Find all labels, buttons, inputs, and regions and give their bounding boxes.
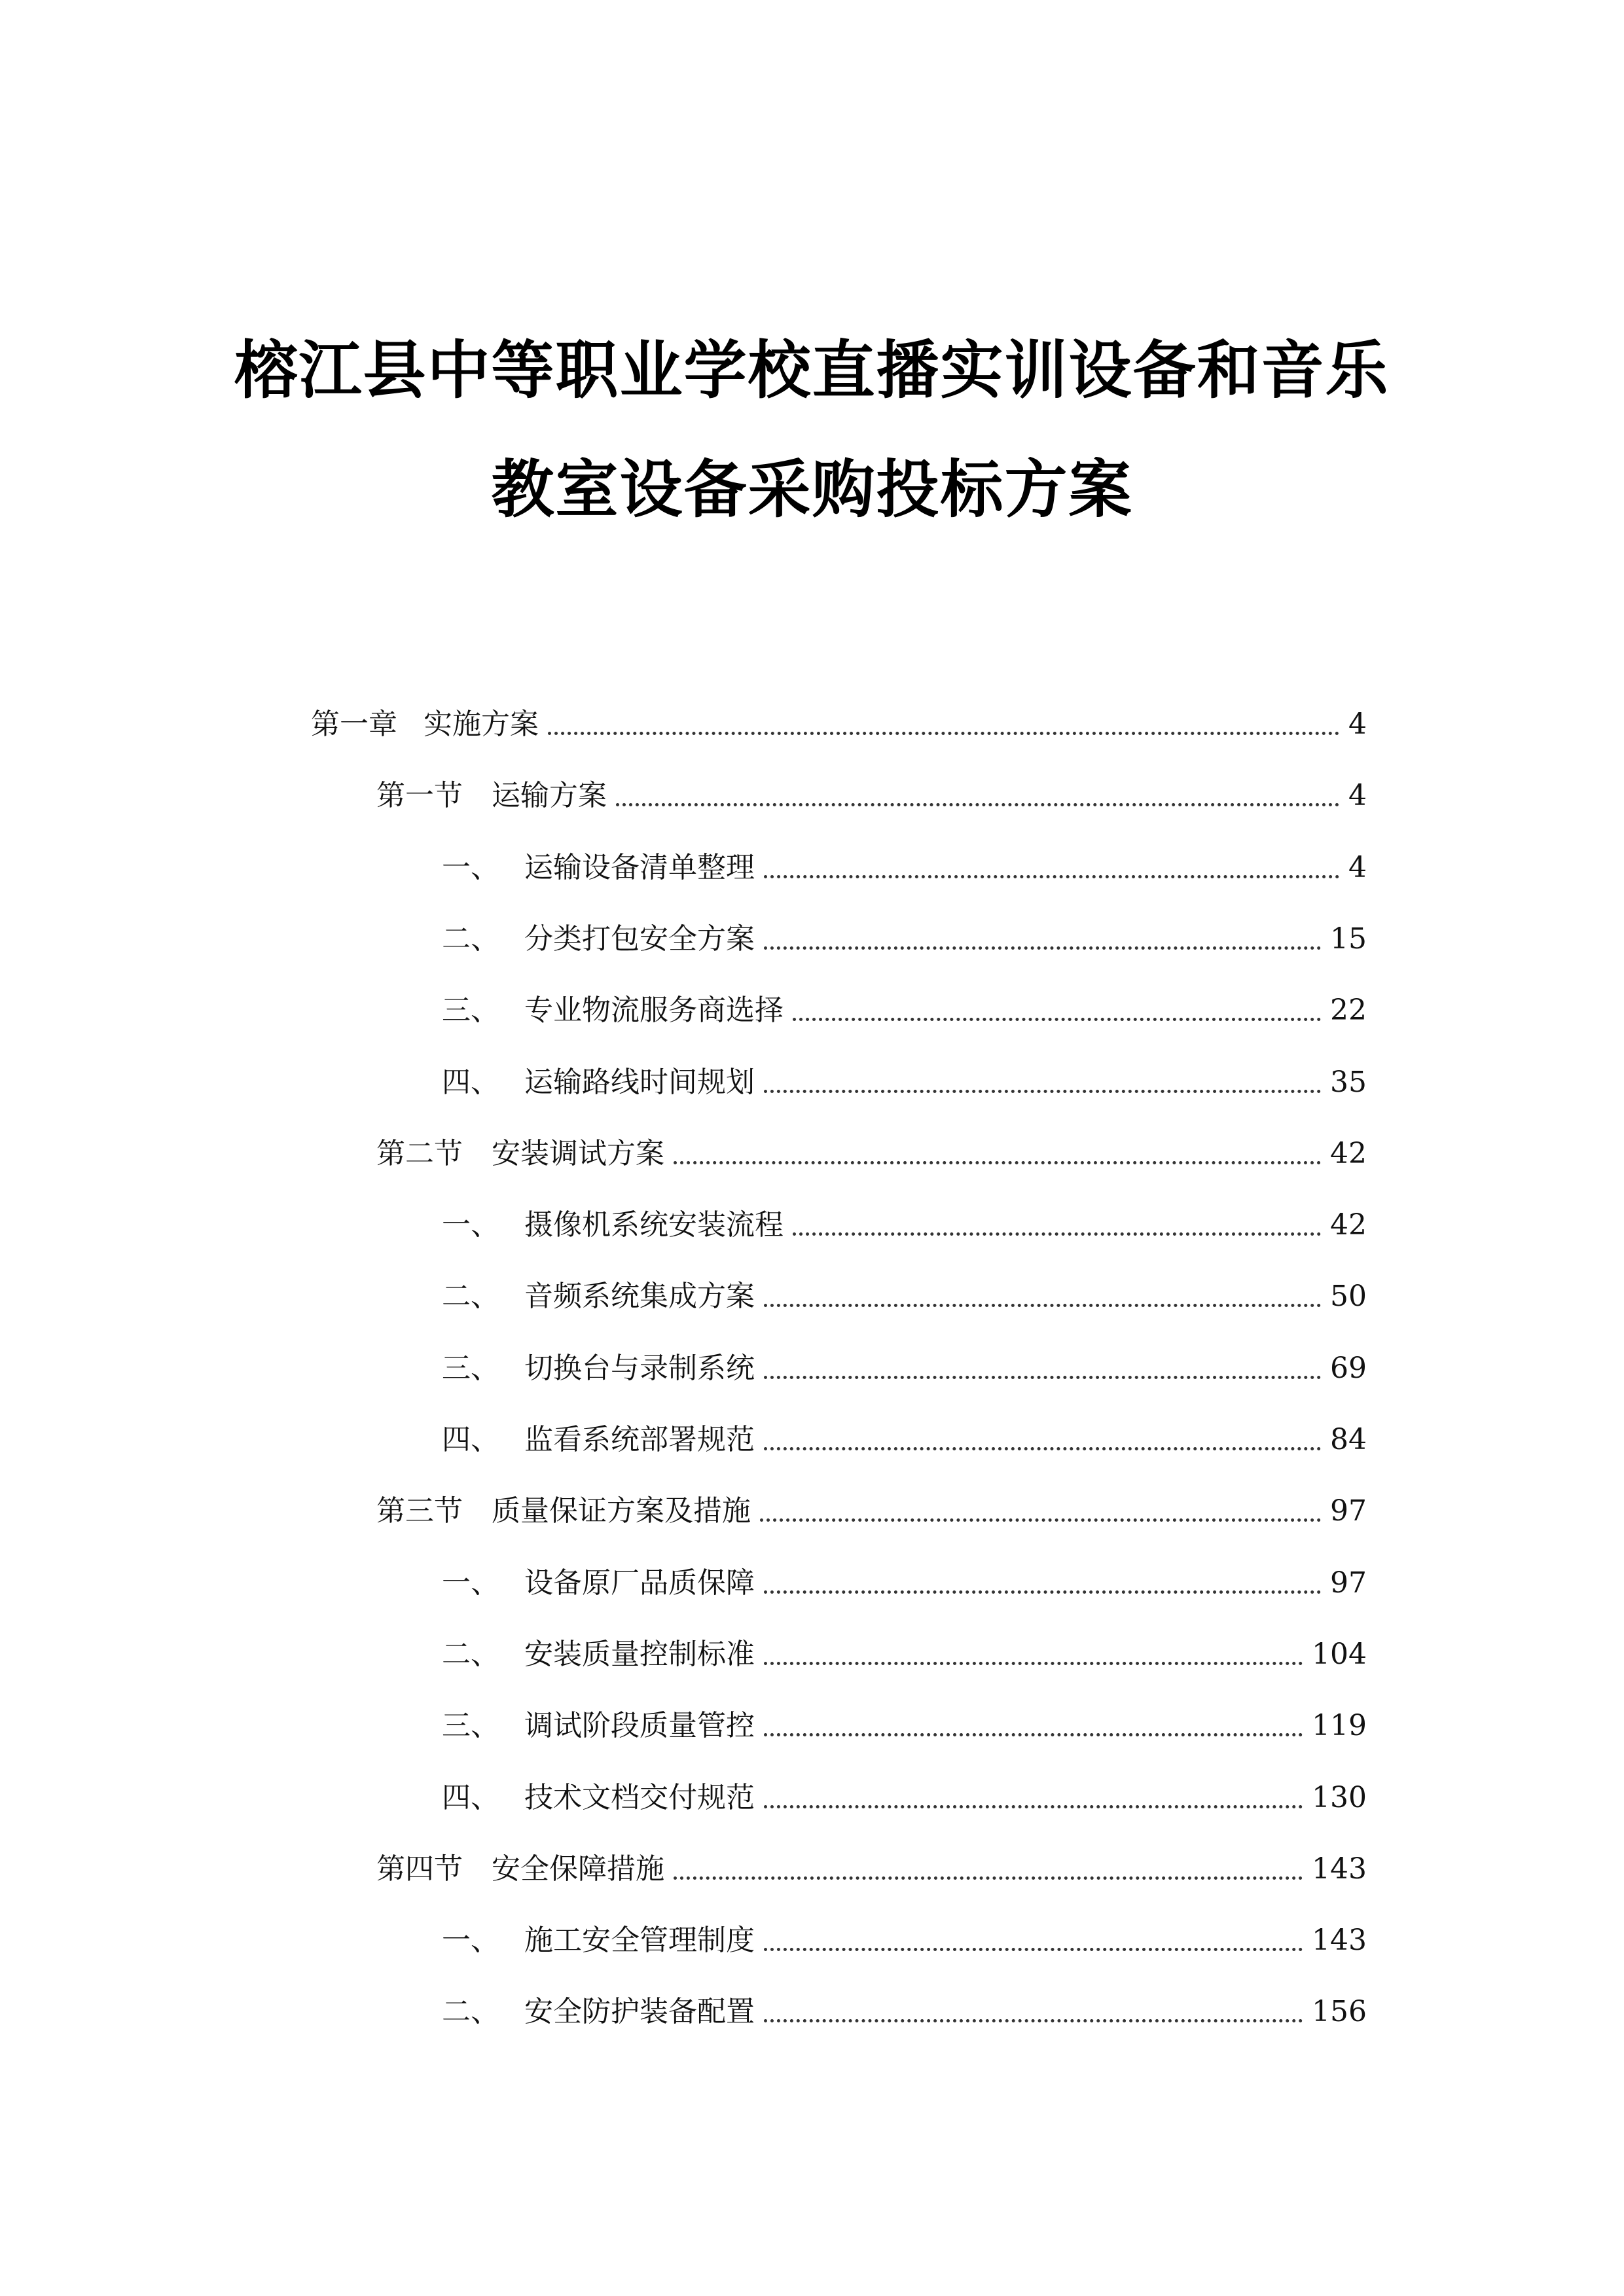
toc-entry-page-number: 119 <box>1312 1709 1367 1742</box>
toc-entry-label: 安全保障措施 <box>492 1852 664 1886</box>
toc-entry-number: 一、 <box>442 1566 499 1600</box>
toc-entry-page-number: 22 <box>1330 994 1367 1027</box>
toc-entry-page-number: 130 <box>1312 1781 1367 1814</box>
toc-entry-number: 三、 <box>442 1709 499 1742</box>
toc-entry-page-number: 97 <box>1330 1494 1367 1528</box>
toc-entry-label: 施工安全管理制度 <box>524 1924 755 1957</box>
toc-entry-page-number: 4 <box>1348 708 1367 741</box>
toc-entry-page-number: 35 <box>1330 1066 1367 1099</box>
document-title-line-2: 教室设备采购投标方案 <box>491 453 1133 526</box>
toc-dot-leader <box>674 1848 1303 1890</box>
toc-entry-label: 分类打包安全方案 <box>524 922 755 956</box>
toc-entry-page-number: 4 <box>1348 779 1367 812</box>
toc-entry-number: 第二节 <box>376 1137 463 1170</box>
toc-entry[interactable] <box>376 1848 1367 1890</box>
toc-entry[interactable] <box>442 847 1367 889</box>
toc-entry[interactable] <box>376 1133 1367 1175</box>
toc-entry[interactable] <box>442 1348 1367 1390</box>
toc-dot-leader <box>764 1562 1321 1604</box>
toc-dot-leader <box>764 1062 1321 1103</box>
toc-entry[interactable] <box>311 704 1367 745</box>
toc-entry-page-number: 50 <box>1330 1280 1367 1313</box>
toc-entry-page-number: 84 <box>1330 1423 1367 1456</box>
toc-entry-number: 第三节 <box>376 1494 463 1528</box>
toc-dot-leader <box>764 1348 1321 1390</box>
toc-entry-page-number: 69 <box>1330 1352 1367 1385</box>
toc-dot-leader <box>764 918 1321 960</box>
toc-entry[interactable] <box>442 1920 1367 1962</box>
toc-entry-label: 安装调试方案 <box>492 1137 664 1170</box>
toc-dot-leader <box>764 1777 1303 1819</box>
toc-entry[interactable] <box>442 1204 1367 1246</box>
toc-entry-number: 第四节 <box>376 1852 463 1886</box>
toc-entry-number: 第一节 <box>376 779 463 812</box>
toc-entry-label: 技术文档交付规范 <box>524 1781 755 1814</box>
toc-entry[interactable] <box>442 918 1367 960</box>
toc-entry[interactable] <box>442 1419 1367 1461</box>
toc-entry-number: 四、 <box>442 1781 499 1814</box>
toc-entry-number: 三、 <box>442 994 499 1027</box>
toc-entry-label: 调试阶段质量管控 <box>524 1709 755 1742</box>
toc-entry-label: 安装质量控制标准 <box>524 1638 755 1671</box>
toc-entry[interactable] <box>376 1490 1367 1532</box>
toc-entry-page-number: 97 <box>1330 1566 1367 1600</box>
toc-entry-page-number: 143 <box>1312 1924 1367 1957</box>
toc-dot-leader <box>764 1419 1321 1461</box>
toc-entry[interactable] <box>442 1777 1367 1819</box>
toc-dot-leader <box>764 1705 1303 1747</box>
toc-entry[interactable] <box>442 1276 1367 1318</box>
toc-entry-label: 监看系统部署规范 <box>524 1423 755 1456</box>
toc-dot-leader <box>793 990 1321 1031</box>
toc-entry-page-number: 15 <box>1330 922 1367 956</box>
toc-dot-leader <box>764 1920 1303 1962</box>
toc-entry-number: 一、 <box>442 1208 499 1242</box>
toc-entry[interactable] <box>442 1562 1367 1604</box>
toc-dot-leader <box>764 1634 1303 1676</box>
toc-entry-label: 设备原厂品质保障 <box>524 1566 755 1600</box>
toc-entry[interactable] <box>442 1062 1367 1103</box>
toc-dot-leader <box>793 1204 1321 1246</box>
toc-entry[interactable] <box>442 1634 1367 1676</box>
toc-dot-leader <box>764 1276 1321 1318</box>
toc-entry-label: 专业物流服务商选择 <box>524 994 784 1027</box>
toc-dot-leader <box>760 1490 1321 1532</box>
toc-entry-number: 二、 <box>442 1995 499 2028</box>
toc-entry-number: 第一章 <box>311 708 397 741</box>
document-title-line-1: 榕江县中等职业学校直播实训设备和音乐 <box>234 334 1390 407</box>
toc-entry-number: 二、 <box>442 1280 499 1313</box>
toc-entry-label: 切换台与录制系统 <box>524 1352 755 1385</box>
toc-entry-number: 四、 <box>442 1423 499 1456</box>
toc-dot-leader <box>764 847 1339 889</box>
toc-entry[interactable] <box>442 990 1367 1031</box>
toc-entry-number: 四、 <box>442 1066 499 1099</box>
toc-entry-page-number: 143 <box>1312 1852 1367 1886</box>
toc-entry-label: 运输设备清单整理 <box>524 851 755 884</box>
toc-dot-leader <box>764 1991 1303 2033</box>
toc-entry-number: 三、 <box>442 1352 499 1385</box>
toc-dot-leader <box>548 704 1339 745</box>
toc-entry-label: 运输路线时间规划 <box>524 1066 755 1099</box>
toc-entry-label: 摄像机系统安装流程 <box>524 1208 784 1242</box>
toc-entry-page-number: 42 <box>1330 1137 1367 1170</box>
toc-entry-number: 二、 <box>442 1638 499 1671</box>
toc-dot-leader <box>616 775 1339 817</box>
toc-entry-label: 实施方案 <box>424 708 539 741</box>
toc-entry-label: 运输方案 <box>492 779 607 812</box>
toc-entry[interactable] <box>442 1991 1367 2033</box>
toc-entry-label: 安全防护装备配置 <box>524 1995 755 2028</box>
toc-entry-number: 一、 <box>442 851 499 884</box>
toc-entry-label: 音频系统集成方案 <box>524 1280 755 1313</box>
toc-dot-leader <box>674 1133 1321 1175</box>
toc-entry-number: 一、 <box>442 1924 499 1957</box>
toc-entry-number: 二、 <box>442 922 499 956</box>
toc-entry-page-number: 156 <box>1312 1995 1367 2028</box>
toc-entry-label: 质量保证方案及措施 <box>492 1494 751 1528</box>
toc-entry-page-number: 104 <box>1312 1638 1367 1671</box>
toc-entry-page-number: 42 <box>1330 1208 1367 1242</box>
toc-entry[interactable] <box>442 1705 1367 1747</box>
toc-entry-page-number: 4 <box>1348 851 1367 884</box>
toc-entry[interactable] <box>376 775 1367 817</box>
